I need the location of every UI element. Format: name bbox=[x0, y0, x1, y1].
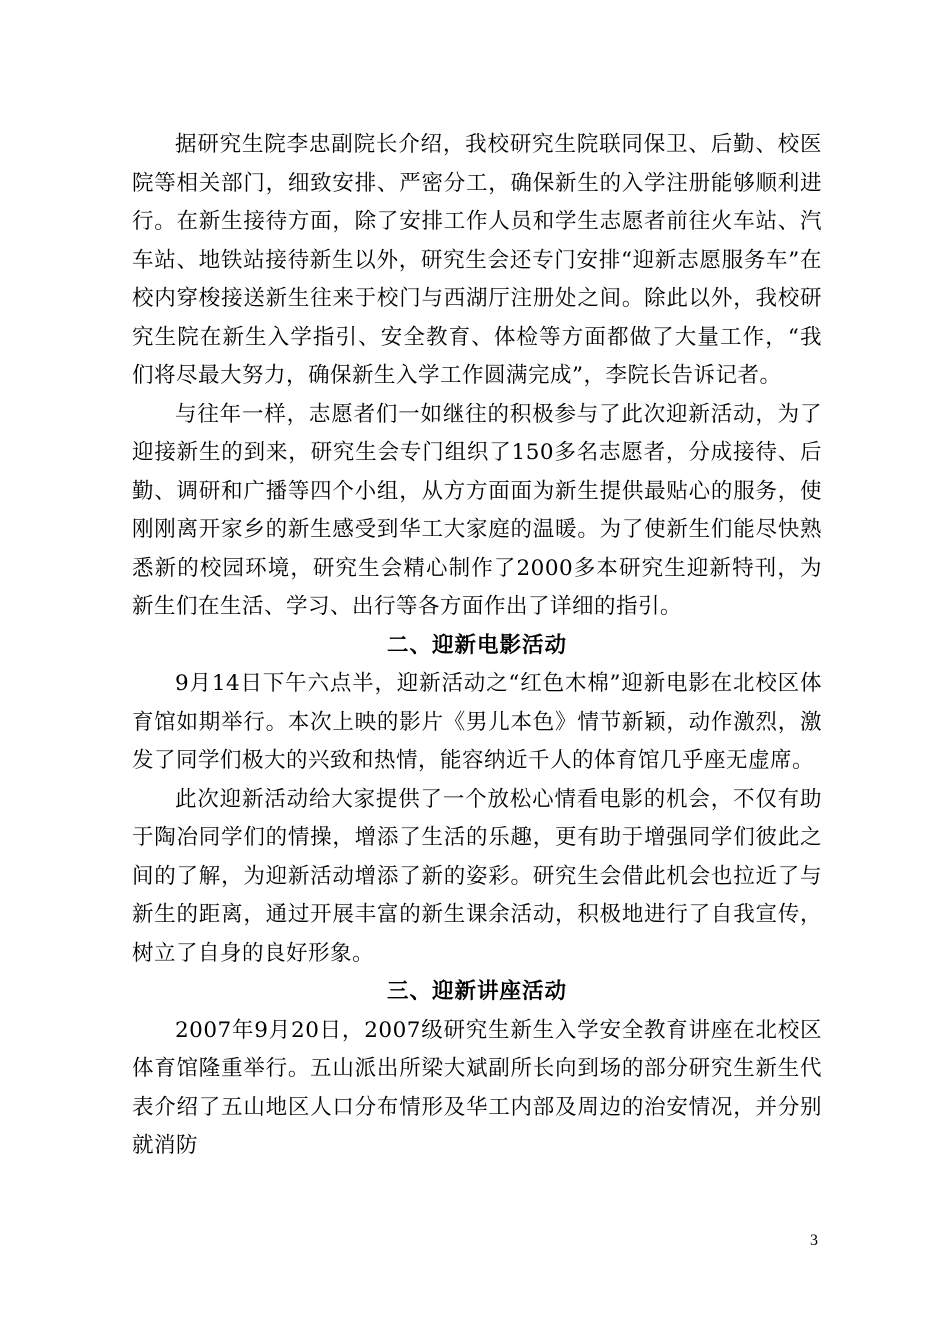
paragraph-registration-arrangements: 据研究生院李忠副院长介绍，我校研究生院联同保卫、后勤、校医院等相关部门，细致安排、严密分工，确保新生的入学注册能够顺利进行。在新生接待方面，除了安排工作人员和学生志愿者前往火车站、汽车站、地铁站接待新生以外，研究生会还专门安排“迎新志愿服务车”在校内穿梭接送新生往来于校门与西湖厅注册处之间。除此以外，我校研究生院在新生入学指引、安全教育、体检等方面都做了大量工作，“我们将尽最大努力，确保新生入学工作圆满完成”，李院长告诉记者。 bbox=[132, 132, 822, 388]
document-body bbox=[132, 126, 822, 1166]
section-heading-lecture-activity: 三、迎新讲座活动 bbox=[386, 979, 567, 1004]
page-number: 3 bbox=[810, 1232, 818, 1249]
paragraph-safety-lecture: 2007年9月20日，2007级研究生新生入学安全教育讲座在北校区体育馆隆重举行。五山派出所梁大斌副所长向到场的部分研究生新生代表介绍了五山地区人口分布情形及华工内部及周边的治安情况，并分别就消防 bbox=[132, 1017, 822, 1158]
paragraph-volunteers: 与往年一样，志愿者们一如继往的积极参与了此次迎新活动，为了迎接新生的到来，研究生会专门组织了150多名志愿者，分成接待、后勤、调研和广播等四个小组，从方方面面为新生提供最贴心的服务，使刚刚离开家乡的新生感受到华工大家庭的温暖。为了使新生们能尽快熟悉新的校园环境，研究生会精心制作了2000多本研究生迎新特刊，为新生们在生活、学习、出行等各方面作出了详细的指引。 bbox=[132, 401, 822, 619]
paragraph-movie-screening: 9月14日下午六点半，迎新活动之“红色木棉”迎新电影在北校区体育馆如期举行。本次上映的影片《男儿本色》情节新颖，动作激烈，激发了同学们极大的兴致和热情，能容纳近千人的体育馆几乎座无虚席。 bbox=[132, 671, 822, 773]
section-heading-movie-activity: 二、迎新电影活动 bbox=[386, 632, 567, 658]
paragraph-movie-benefits: 此次迎新活动给大家提供了一个放松心情看电影的机会，不仅有助于陶冶同学们的情操，增添了生活的乐趣，更有助于增强同学们彼此之间的了解，为迎新活动增添了新的姿彩。研究生会借此机会也拉近了与新生的距离，通过开展丰富的新生课余活动，积极地进行了自我宣传，树立了自身的良好形象。 bbox=[132, 786, 822, 966]
